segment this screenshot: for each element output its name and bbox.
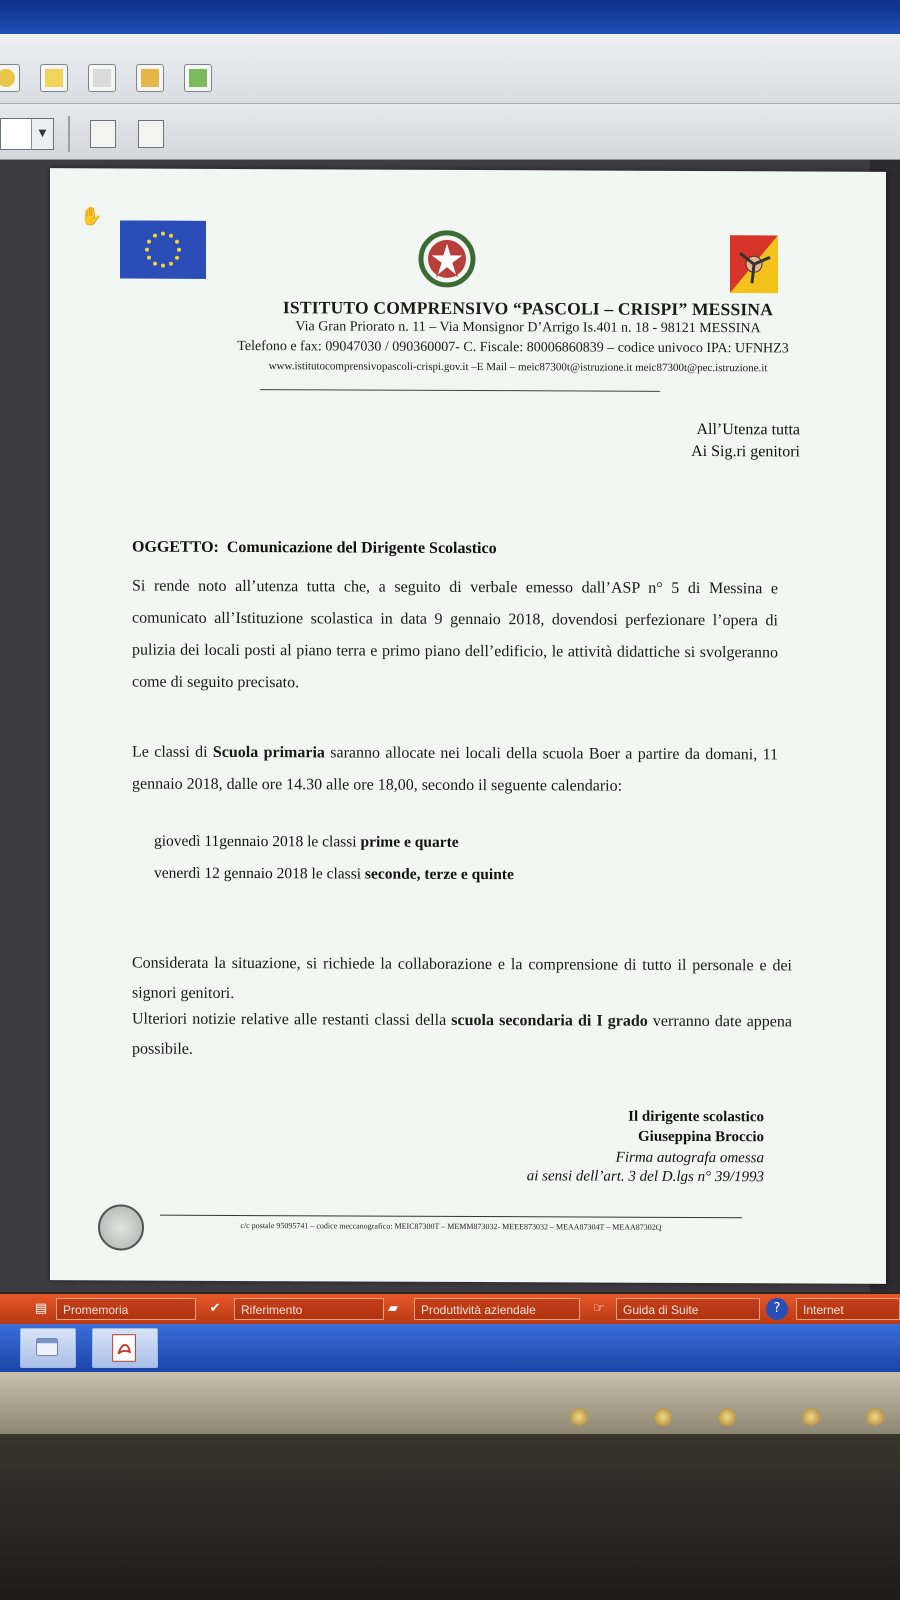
window-app-icon [21,1329,75,1367]
taskbar-pdf-button[interactable] [92,1328,158,1368]
monitor-bezel [0,1372,900,1434]
school-name: ISTITUTO COMPRENSIVO “PASCOLI – CRISPI” MESSINA [282,297,774,320]
tab-produttivita[interactable]: Produttività aziendale [414,1298,580,1320]
pdf-icon [93,1329,157,1367]
school-seal-icon [98,1204,144,1250]
export-button[interactable] [136,64,164,92]
school-web: www.istitutocomprensivopascoli-crispi.gov.it –E Mail – meic87300t@istruzione.it meic87300t@pec.istruzione.it [268,360,768,375]
header-divider [260,389,660,392]
taskbar-window-button[interactable] [20,1328,76,1368]
paragraph-2-post: saranno allocate nei locali della scuola Boer a partire da domani, 11 gennaio 2018, dalle ore 14.30 alle ore 18,00, secondo il seguente calendario: [132,744,778,795]
speech-bubble-icon [0,69,15,87]
calendar-day: venerdì 12 gennaio 2018 le classi [154,864,365,883]
attach-button[interactable] [88,64,116,92]
recipient-line: Ai Sig.ri genitori [691,442,800,461]
paragraph-4-pre: Ulteriori notizie relative alle restanti classi della [132,1010,452,1029]
sicily-flag-icon [730,235,778,293]
text-note-button[interactable] [40,64,68,92]
paragraph-3: Considerata la situazione, si richiede la collaborazione e la comprensione di tutto il personale e dei signori genitori. [132,954,792,1002]
pdf-page [50,168,886,1284]
calendar-classes: prime e quarte [360,833,459,851]
calendar-line [154,833,459,852]
book-icon[interactable]: ▰ [388,1301,398,1316]
toolbar-bottom [0,104,900,160]
monitor-button-icon [718,1408,736,1426]
footer-divider [160,1215,742,1219]
toolbar-top [0,34,900,104]
paragraph-1: Si rende noto all’utenza tutta che, a seguito di verbale emesso dall’ASP n° 5 di Messina e comunicato all’Istituzione scolastica in data 9 gennaio 2018, dovendosi perfezionare l’opera di pulizia dei locali posti al piano terra e primo piano dell’edificio, le attività didattiche si svolgeranno come di seguito precisato. [132,577,778,692]
toolbar-separator [68,116,70,152]
paragraph-2-bold: Scuola primaria [212,743,325,762]
paragraph-4 [132,1005,792,1068]
tab-internet[interactable]: Internet [796,1298,900,1320]
checkmark-icon[interactable]: ✔ [209,1301,221,1316]
recipient-line: All’Utenza tutta [696,420,800,439]
monitor-button-icon [570,1408,588,1426]
tab-promemoria[interactable]: Promemoria [56,1298,196,1320]
subject-line [132,539,497,559]
monitor-button-icon [866,1408,884,1426]
subject-text: Comunicazione del Dirigente Scolastico [226,538,497,558]
paragraph-2 [132,737,778,804]
fit-width-button[interactable] [90,120,116,148]
school-phone: Telefono e fax: 09047030 / 090360007- C. Fiscale: 80006860839 – codice univoco IPA: UFNHZ3 [237,338,789,357]
comment-tool-button[interactable] [0,64,20,92]
hand-pointer-icon[interactable]: ☞ [593,1301,605,1316]
document-arrow-icon [141,69,159,87]
help-icon[interactable]: ? [766,1298,788,1320]
calendar-line [154,865,514,885]
notepad-icon[interactable]: ▤ [34,1301,48,1316]
paragraph-2-pre: Le classi di [132,743,213,761]
italian-emblem-icon [418,230,476,288]
monitor-button-icon [654,1408,672,1426]
send-button[interactable] [184,64,212,92]
paragraph-4-post: verranno date appena possibile. [132,1012,792,1058]
signature-note: Firma autografa omessa [615,1149,764,1167]
zoom-select[interactable] [0,118,54,150]
school-address: Via Gran Priorato n. 11 – Via Monsignor D’Arrigo Is.401 n. 18 - 98121 MESSINA [295,319,761,337]
window-title-bar [0,0,900,34]
chevron-down-icon[interactable]: ▼ [31,119,53,149]
tab-riferimento[interactable]: Riferimento [234,1298,384,1320]
paragraph-4-bold: scuola secondaria di I grado [451,1011,648,1030]
monitor-button-icon [802,1408,820,1426]
signature-note: ai sensi dell’art. 3 del D.lgs n° 39/1993 [526,1168,764,1186]
subject-label: OGGETTO: [132,538,219,556]
document-send-icon [189,69,207,87]
signature-title: Il dirigente scolastico [628,1108,764,1126]
signature-name: Giuseppina Broccio [638,1128,764,1146]
fit-page-button[interactable] [138,120,164,148]
document-icon [93,69,111,87]
eu-flag-icon [120,220,206,278]
desk-surface [0,1434,900,1600]
calendar-day: giovedì 11gennaio 2018 le classi [154,832,361,851]
note-icon [45,69,63,87]
hand-icon[interactable]: ✋ [80,206,103,228]
footer-text: c/c postale 95095741 – codice meccanografico: MEIC87300T – MEMM873032- MEEE873032 – MEAA87304T – MEAA87302Q [240,1221,662,1232]
tab-guida[interactable]: Guida di Suite [616,1298,760,1320]
calendar-classes: seconde, terze e quinte [364,865,514,884]
